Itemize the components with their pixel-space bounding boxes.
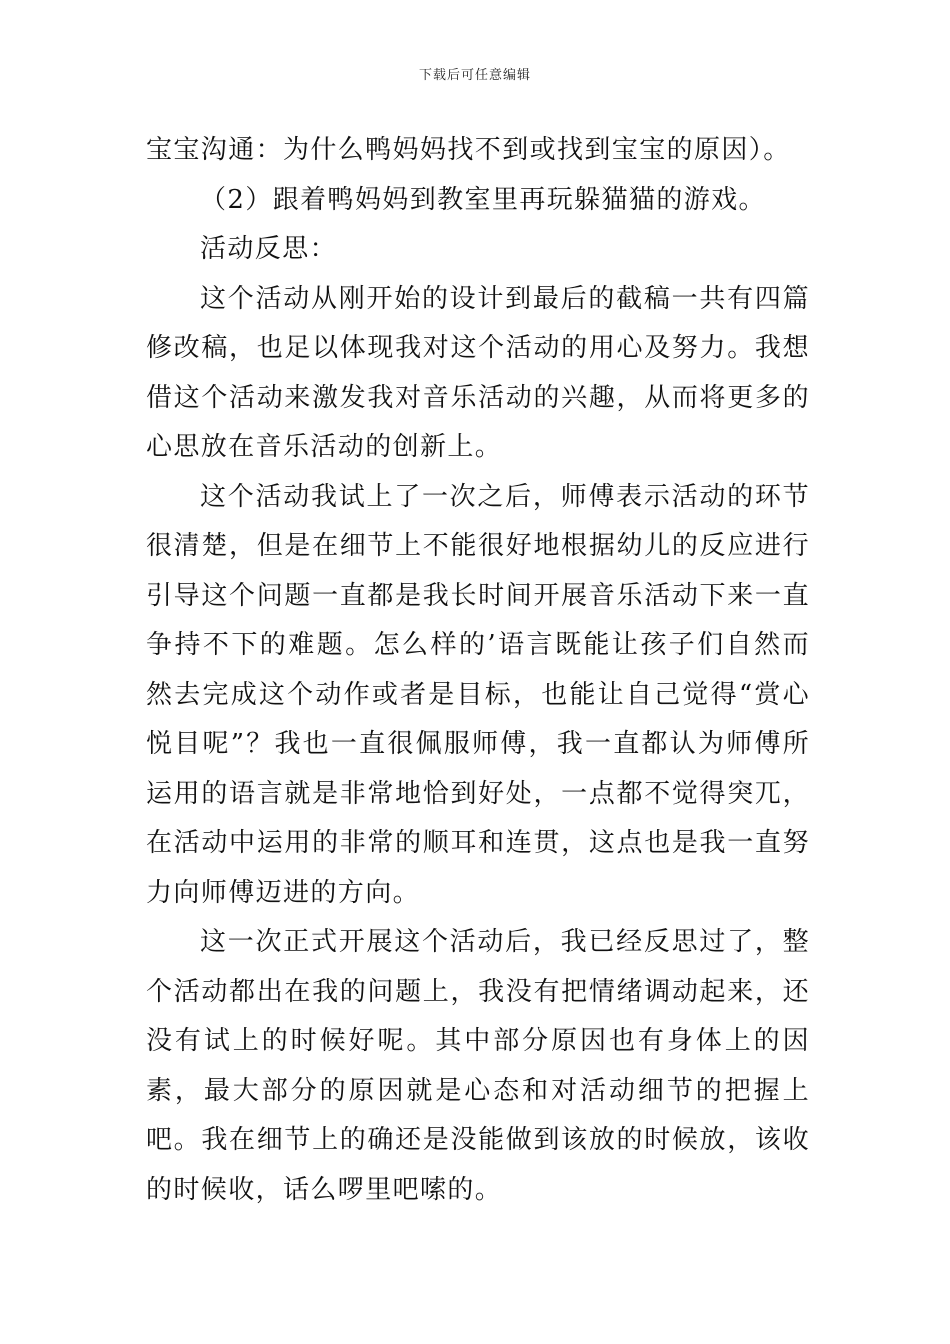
paragraph-5: 这个活动我试上了一次之后，师傅表示活动的环节很清楚，但是在细节上不能很好地根据幼儿的反应进行引导这个问题一直都是我长时间开展音乐活动下来一直争持不下的难题。怎么样的’语言既能让孩子们自然而然去完成这个动作或者是目标，也能让自己觉得“赏心悦目呢”？我也一直很佩服师傅，我一直都认为师傅所运用的语言就是非常地恰到好处，一点都不觉得突兀，在活动中运用的非常的顺耳和连贯，这点也是我一直努力向师傅迈进的方向。 [146,481,810,908]
paragraph-4: 这个活动从刚开始的设计到最后的截稿一共有四篇修改稿，也足以体现我对这个活动的用心及努力。我想借这个活动来激发我对音乐活动的兴趣，从而将更多的心思放在音乐活动的创新上。 [146,283,810,462]
page-header: 下载后可任意编辑 [418,68,531,83]
section-heading-reflection: 活动反思： [200,234,338,264]
document-body [146,126,810,1215]
paragraph-2: （2）跟着鸭妈妈到教室里再玩躲猫猫的游戏。 [200,184,766,215]
paragraph-6: 这一次正式开展这个活动后，我已经反思过了，整个活动都出在我的问题上，我没有把情绪调动起来，还没有试上的时候好呢。其中部分原因也有身体上的因素，最大部分的原因就是心态和对活动细节的把握上吧。我在细节上的确还是没能做到该放的时候放，该收的时候收，话么啰里吧嗦的。 [146,927,810,1205]
paragraph-1: 宝宝沟通：为什么鸭妈妈找不到或找到宝宝的原因）。 [146,135,791,165]
